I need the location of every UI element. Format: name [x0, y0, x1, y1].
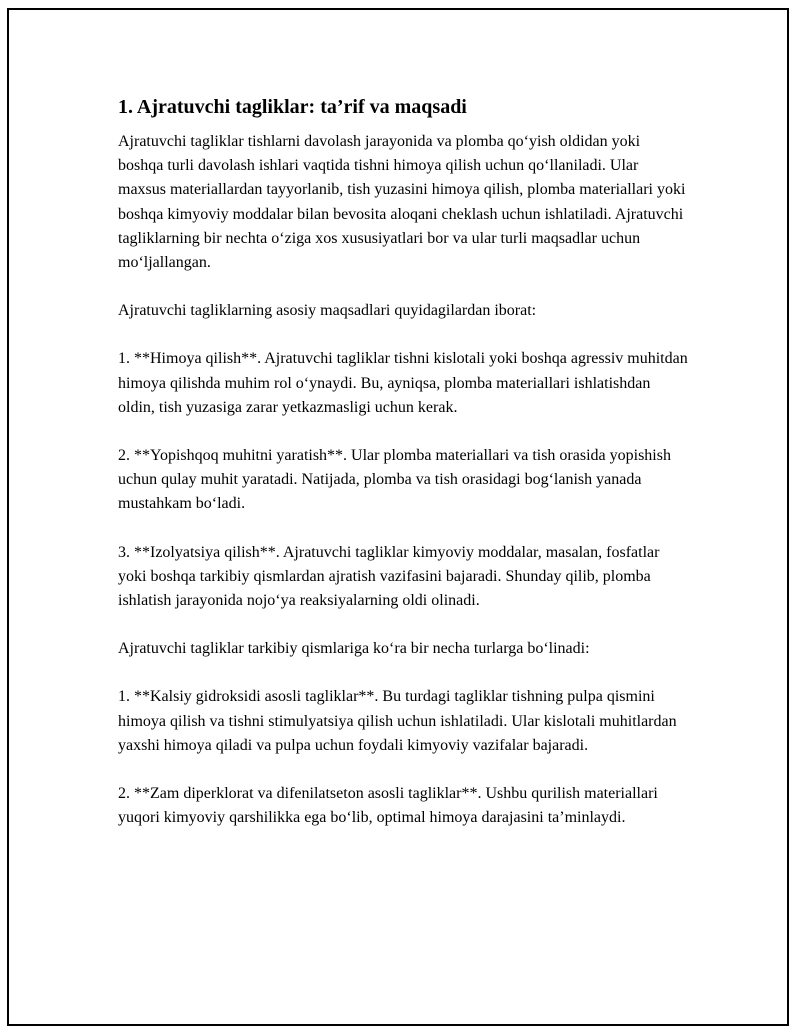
paragraph-intro: Ajratuvchi tagliklar tishlarni davolash jarayonida va plomba qo‘yish oldidan yoki boshqa turli davolash ishlari vaqtida tishni himoya qilish uchun qo‘llaniladi. Ular maxsus materiallardan tayyorlanib, tish yuzasini himoya qilish, plomba materiallari yoki boshqa kimyoviy moddalar bilan bevosita aloqani cheklash uchun ishlatiladi. Ajratuvchi tagliklarning bir nechta o‘ziga xos xususiyatlari bor va ular turli maqsadlar uchun mo‘ljallangan. — [118, 133, 686, 272]
paragraph-purpose-isolation: 3. **Izolyatsiya qilish**. Ajratuvchi tagliklar kimyoviy moddalar, masalan, fosfatlar yoki boshqa tarkibiy qismlardan ajratish vazifasini bajaradi. Shunday qilib, plomba ishlatish jarayonida nojo‘ya reaksiyalarning oldi olinadi. — [118, 543, 660, 610]
paragraph-types-lead: Ajratuvchi tagliklar tarkibiy qismlariga ko‘ra bir necha turlarga bo‘linadi: — [118, 640, 590, 658]
paragraph-type-calcium-hydroxide: 1. **Kalsiy gidroksidi asosli tagliklar**. Bu turdagi tagliklar tishning pulpa qismini himoya qilish va tishni stimulyatsiya qilish uchun ishlatiladi. Ular kislotali muhitlardan yaxshi himoya qiladi va pulpa uchun foydali kimyoviy vazifalar bajaradi. — [118, 688, 677, 754]
paragraph-purpose-protection: 1. **Himoya qilish**. Ajratuvchi tagliklar tishni kislotali yoki boshqa agressiv muhitdan himoya qilishda muhim rol o‘ynaydi. Bu, ayniqsa, plomba materiallari ishlatishdan oldin, tish yuzasiga zarar yetkazmasligi uchun kerak. — [118, 350, 688, 416]
paragraph-type-zam-diperchlorate: 2. **Zam diperklorat va difenilatseton asosli tagliklar**. Ushbu qurilish materiallari yuqori kimyoviy qarshilikka ega bo‘lib, optimal himoya darajasini ta’minlaydi. — [118, 785, 658, 827]
paragraph-purpose-adhesion: 2. **Yopishqoq muhitni yaratish**. Ular plomba materiallari va tish orasida yopishish uchun qulay muhit yaratadi. Natijada, plomba va tish orasidagi bog‘lanish yanada mustahkam bo‘ladi. — [118, 447, 671, 513]
paragraph-purposes-lead: Ajratuvchi tagliklarning asosiy maqsadlari quyidagilardan iborat: — [118, 302, 537, 320]
section-heading: 1. Ajratuvchi tagliklar: ta’rif va maqsadi — [118, 96, 467, 118]
document-body — [118, 94, 688, 854]
